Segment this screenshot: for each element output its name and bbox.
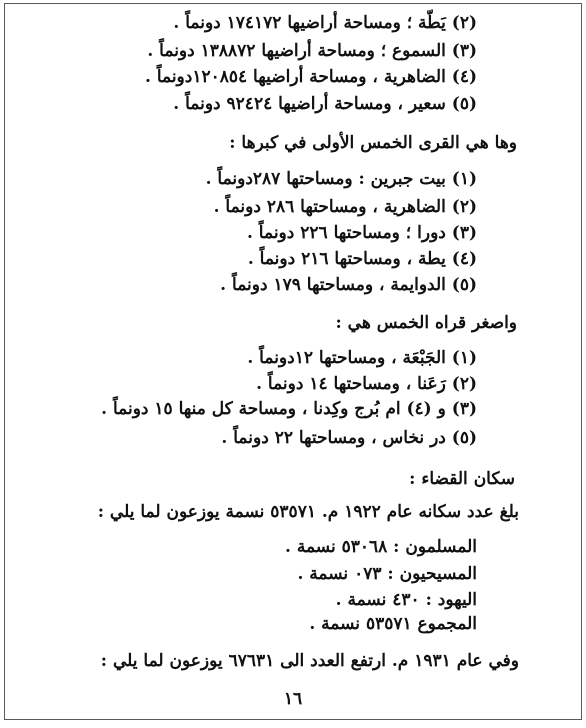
- text-line: (٢) الضاهرية ، ومساحتها ٢٨٦ دونماً .: [213, 197, 477, 217]
- book-page: [4, 3, 582, 720]
- text-line: (٢) يَطّة ؛ ومساحة أراضيها ١٧٤١٧٢ دونماً .: [173, 13, 477, 33]
- text-line: (٥) الدوايمة ، ومساحتها ١٧٩ دونماً .: [220, 275, 477, 295]
- text-line: (٣) و (٤) ام بُرج وكِدنا ، ومساحة كل منها ١٥ دونماً .: [101, 399, 477, 419]
- population-row: المسلمون : ٥٣٠٦٨ نسمة .: [285, 537, 477, 557]
- text-line: (٤) يطة ، ومساحتها ٢١٦ دونماً .: [247, 249, 477, 269]
- section-heading: سكان القضاء :: [409, 469, 515, 489]
- population-total: المجموع ٥٣٥٧١ نسمة .: [309, 614, 477, 634]
- text-line: (١) الجَبْعَة ، ومساحتها ١٢دونماً .: [247, 348, 477, 368]
- text-line: (١) بيت جبرين : ومساحتها ٢٨٧دونماً .: [205, 169, 477, 189]
- text-line: (٥) در نخاس ، ومساحتها ٢٢ دونماً .: [221, 428, 477, 448]
- text-line: (٥) سعير ، ومساحة أراضيها ٩٢٤٢٤ دونماً .: [173, 94, 477, 114]
- section-intro: وها هي القرى الخمس الأولى في كبرها :: [229, 133, 517, 153]
- text-line: بلغ عدد سكانه عام ١٩٢٢ م. ٥٣٥٧١ نسمة يوزعون لما يلي :: [97, 502, 519, 522]
- text-line: (٣) دورا ؛ ومساحتها ٢٢٦ دونماً .: [246, 223, 477, 243]
- text-line: وفي عام ١٩٣١ م. ارتفع العدد الى ٦٧٦٣١ يوزعون لما يلي :: [100, 651, 519, 671]
- page-number: ١٦: [283, 689, 303, 709]
- population-row: اليهود : ٤٣٠ نسمة .: [335, 590, 477, 610]
- population-row: المسيحيون : ٠٧٣ نسمة .: [297, 564, 477, 584]
- text-line: (٢) رَعَنا ، ومساحتها ١٤ دونماً .: [256, 374, 477, 394]
- text-line: (٤) الضاهرية ، ومساحة أراضيها ١٢٠٨٥٤دونماً .: [144, 67, 477, 87]
- section-intro: واصغر قراه الخمس هي :: [335, 313, 517, 333]
- text-line: (٣) السموع ؛ ومساحة أراضيها ١٣٨٨٧٢ دونماً .: [147, 41, 477, 61]
